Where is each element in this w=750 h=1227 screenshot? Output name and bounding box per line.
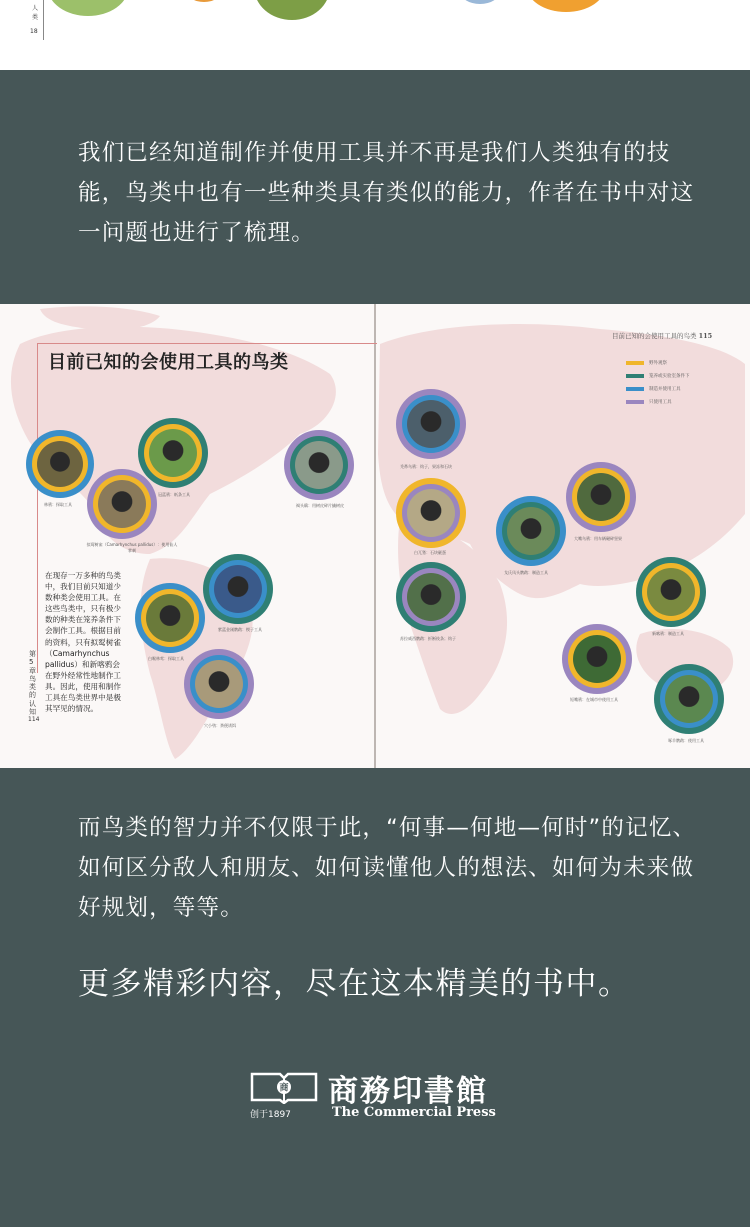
- bird-photo: [295, 441, 343, 489]
- orange-circle-image: [526, 0, 606, 12]
- legend-item: [626, 395, 690, 408]
- book-spread-image: [0, 304, 750, 768]
- svg-text:商: 商: [279, 1083, 289, 1094]
- bird-photo: [407, 573, 455, 621]
- bird-medallion: [138, 418, 208, 488]
- bird-caption: 褐头鳾：用树皮碎片撬树皮: [296, 503, 344, 508]
- bird-caption: 冠蓝鸦：纸条工具: [158, 492, 190, 497]
- bird-medallion: [654, 664, 724, 734]
- bird-caption: 拟䴕树雀（Camarhynchus pallidus）：使用仙人掌刺: [86, 542, 178, 553]
- running-header: [612, 331, 712, 340]
- running-header-title: 目前已知的会使用工具的鸟类: [612, 332, 697, 340]
- intro-paragraph: 我们已经知道制作并使用工具并不再是我们人类独有的技能，鸟类中也有一些种类具有类似的能力，作者在书中对这一问题也进行了梳理。: [78, 140, 695, 246]
- open-book-icon: [250, 1070, 318, 1104]
- chapter-side-text: 人类: [32, 5, 39, 21]
- bird-photo: [149, 429, 197, 477]
- legend-label: 野外观察: [649, 360, 667, 366]
- outro-paragraph: 而鸟类的智力并不仅限于此，“何事—何地—何时”的记忆、如何区分敌人和朋友、如何读懂他人的想法、如何为未来做好规划，等等。: [78, 815, 697, 921]
- bird-medallion: [203, 554, 273, 624]
- bird-photo: [195, 660, 243, 708]
- page-divider-line: [43, 0, 44, 40]
- bird-photo: [214, 565, 262, 613]
- bird-medallion: [87, 469, 157, 539]
- bird-photo: [507, 507, 555, 555]
- legend-swatch: [626, 374, 644, 378]
- bird-photo: [665, 675, 713, 723]
- bird-medallion: [135, 583, 205, 653]
- bird-caption: 白兀鹫：石块砸蛋: [414, 550, 446, 555]
- bird-photo: [577, 473, 625, 521]
- spread-title: 目前已知的会使用工具的鸟类: [48, 352, 289, 373]
- tagline: 更多精彩内容，尽在这本精美的书中。: [78, 966, 631, 1002]
- bird-caption: 啄羊鹦鹉：使用工具: [668, 738, 704, 743]
- bird-medallion: [284, 430, 354, 500]
- legend-swatch: [626, 387, 644, 391]
- green-circle-image: [254, 0, 330, 20]
- bird-medallion: [184, 649, 254, 719]
- bird-caption: 戈氏凤头鹦鹉：制造工具: [504, 570, 548, 575]
- bird-medallion: [562, 624, 632, 694]
- orange-circle-image: [186, 0, 222, 2]
- bird-caption: 大嘴乌鸦：用车辆碾碎坚果: [574, 536, 622, 541]
- bird-medallion: [396, 562, 466, 632]
- publisher-name-en: The Commercial Press: [332, 1105, 496, 1120]
- legend-label: 笼养或实验室条件下: [649, 373, 690, 379]
- bird-medallion: [636, 557, 706, 627]
- legend-label: 只使用工具: [649, 399, 672, 405]
- previous-page-fragment: [0, 0, 750, 70]
- bird-caption: 苏拉威西鹦鹉：折断枝条；钩子: [400, 636, 456, 641]
- chapter-tab: 第5章 鸟类的认知: [29, 650, 36, 717]
- body-paragraph: 在现存一万多种的鸟类中，我们目前只知道少数种类会使用工具。在这些鸟类中，只有极少数的种类在笼养条件下会制作工具。根据目前的资料，只有拟䴕树雀（Camarhynchus pallidus）和新喀鸦会在野外经常性地制作工具。因此，使用和制作工具在鸟类世界中是极其罕见的情况。: [45, 571, 121, 714]
- bird-photo: [37, 441, 83, 487]
- bird-photo: [647, 568, 695, 616]
- bird-caption: 短嘴鸦：在城市中使用工具: [570, 697, 618, 702]
- legend-item: [626, 382, 690, 395]
- bird-photo: [98, 480, 146, 528]
- bird-caption: 紫蓝金刚鹦鹉：楔子工具: [218, 627, 262, 632]
- legend-item: [626, 369, 690, 382]
- legend-item: [626, 356, 690, 369]
- legend: [626, 356, 690, 408]
- legend-label: 制造并使用工具: [649, 386, 681, 392]
- publisher-logo: [250, 1066, 510, 1126]
- right-page-number: 115: [698, 332, 713, 340]
- bird-medallion: [566, 462, 636, 532]
- legend-swatch: [626, 361, 644, 365]
- blue-circle-image: [460, 0, 500, 4]
- bird-medallion: [396, 478, 466, 548]
- green-circle-image: [48, 0, 128, 16]
- bird-photo: [573, 635, 621, 683]
- publisher-name-cn: 商務印書館: [328, 1074, 488, 1109]
- bird-caption: 林鸦：探取工具: [44, 502, 72, 507]
- bird-medallion: [496, 496, 566, 566]
- bird-photo: [407, 400, 455, 448]
- publisher-founded: 创于1897: [250, 1110, 291, 1120]
- bird-caption: 秃鼻乌鸦：钩子，果冻和石块: [400, 464, 452, 469]
- bird-medallion: [26, 430, 94, 498]
- bird-medallion: [396, 389, 466, 459]
- left-page-number: 114: [28, 716, 40, 723]
- legend-swatch: [626, 400, 644, 404]
- bird-photo: [146, 594, 194, 642]
- bird-caption: 白喉林莺：探取工具: [148, 656, 184, 661]
- bird-caption: 新喀鸦：制造工具: [652, 631, 684, 636]
- bird-caption: 穴小鸮：粪便诱饵: [204, 723, 236, 728]
- bird-photo: [407, 489, 455, 537]
- page-number: 18: [30, 28, 38, 35]
